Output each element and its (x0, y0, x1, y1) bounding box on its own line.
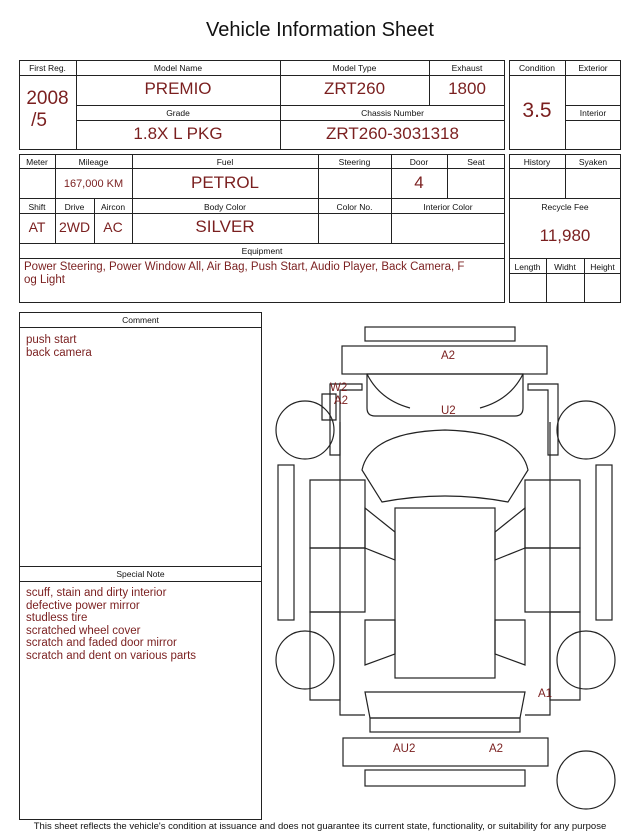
equipment-label: Equipment (241, 246, 283, 256)
equipment-value-line2: og Light (24, 274, 65, 286)
first-reg-month: /5 (31, 110, 47, 131)
special-note-label: Special Note (116, 569, 165, 579)
damage-mark-front-bumper: A2 (441, 350, 456, 362)
right-front-door (525, 480, 580, 548)
front-bumper-strip (365, 327, 515, 341)
front-left-wheel (276, 401, 334, 459)
recycle-fee-label: Recycle Fee (541, 202, 589, 212)
model-name-value: PREMIO (144, 79, 212, 98)
aircon-value: AC (103, 219, 123, 235)
body-color-label: Body Color (203, 202, 247, 212)
damage-mark-rear-bumper-right: A2 (489, 743, 504, 755)
fuel-label: Fuel (216, 157, 234, 167)
windshield (362, 430, 528, 502)
damage-mark-left-mirror-a: A2 (334, 395, 349, 407)
shift-label: Shift (28, 202, 46, 212)
special-note-line: defective power mirror (26, 599, 140, 612)
interior-label: Interior (579, 108, 607, 118)
comment-line: push start (26, 334, 77, 346)
right-front-window (495, 508, 525, 560)
damage-mark-rear-bumper-left: AU2 (393, 743, 416, 755)
syaken-label: Syaken (578, 157, 608, 167)
left-front-door (310, 480, 365, 548)
body-right-side (525, 422, 553, 715)
door-label: Door (409, 157, 429, 167)
left-front-window (365, 508, 395, 560)
comment-list (26, 334, 92, 359)
history-label: History (523, 157, 551, 167)
special-note-line: scratch and dent on various parts (26, 649, 197, 662)
special-note-line: scratch and faded door mirror (26, 637, 177, 649)
comment-label: Comment (122, 315, 159, 325)
height-label: Height (590, 262, 615, 272)
front-right-wheel (557, 401, 615, 459)
rear-right-wheel (557, 631, 615, 689)
right-rear-door (525, 548, 580, 612)
interior-color-label: Interior Color (423, 202, 473, 212)
mileage-value: 167,000 KM (63, 178, 124, 190)
rear-bumper (343, 738, 548, 766)
model-name-label: Model Name (153, 63, 203, 73)
fuel-value: PETROL (190, 173, 260, 192)
width-label: Widht (554, 262, 576, 272)
hood-right-curve (480, 374, 523, 408)
sheet-title: Vehicle Information Sheet (206, 19, 434, 41)
color-no-label: Color No. (336, 202, 373, 212)
aircon-label: Aircon (100, 202, 126, 212)
recycle-fee-value: 11,980 (539, 226, 591, 245)
seat-label: Seat (467, 157, 485, 167)
comment-line: back camera (26, 346, 92, 359)
trunk-lid (370, 718, 520, 732)
meter-label: Meter (26, 157, 48, 167)
steering-label: Steering (338, 157, 371, 167)
rear-left-wheel (276, 631, 334, 689)
spare-wheel (557, 751, 615, 809)
exhaust-value: 1800 (448, 79, 486, 98)
chassis-value: ZRT260-3031318 (326, 124, 459, 143)
damage-mark-hood: U2 (441, 405, 456, 417)
model-type-label: Model Type (332, 63, 377, 73)
drive-label: Drive (64, 202, 85, 212)
left-rear-window (365, 620, 395, 665)
trunk (365, 692, 525, 718)
drive-value: 2WD (58, 219, 91, 235)
first-reg-year: 2008 (26, 88, 69, 109)
door-value: 4 (414, 173, 424, 192)
special-note-list (26, 587, 196, 662)
special-note-line: studless tire (26, 612, 88, 624)
damage-mark-rear-right-fender: A1 (538, 688, 553, 700)
right-side-strip (596, 465, 612, 620)
chassis-label: Chassis Number (361, 108, 424, 118)
grade-label: Grade (166, 108, 190, 118)
body-color-value: SILVER (195, 217, 255, 236)
hood-left-curve (367, 374, 410, 408)
model-type-value: ZRT260 (323, 79, 386, 98)
special-note-line: scratched wheel cover (26, 624, 141, 637)
grade-value: 1.8X L PKG (133, 124, 223, 143)
body-left-side (340, 422, 365, 715)
mileage-label: Mileage (78, 157, 109, 167)
footer-disclaimer: This sheet reflects the vehicle's condition at issuance and does not guarantee its current state, functionality, or suitability for any purpose (33, 821, 607, 832)
left-rear-door (310, 548, 365, 612)
length-label: Length (514, 262, 541, 272)
condition-label: Condition (519, 63, 555, 73)
exterior-label: Exterior (578, 63, 608, 73)
first-reg-label: First Reg. (29, 63, 66, 73)
car-damage-diagram (270, 320, 620, 820)
left-side-strip (278, 465, 294, 620)
condition-value: 3.5 (522, 99, 552, 122)
special-note-line: scuff, stain and dirty interior (26, 587, 167, 599)
shift-value: AT (28, 219, 46, 235)
right-front-fender (528, 384, 558, 455)
roof (395, 508, 495, 678)
right-rear-window (495, 620, 525, 665)
damage-mark-left-mirror-w: W2 (330, 382, 348, 394)
rear-bumper-strip (365, 770, 525, 786)
exhaust-label: Exhaust (451, 63, 483, 73)
equipment-value: Power Steering, Power Window All, Air Bag, Push Start, Audio Player, Back Camera, F (24, 261, 465, 273)
